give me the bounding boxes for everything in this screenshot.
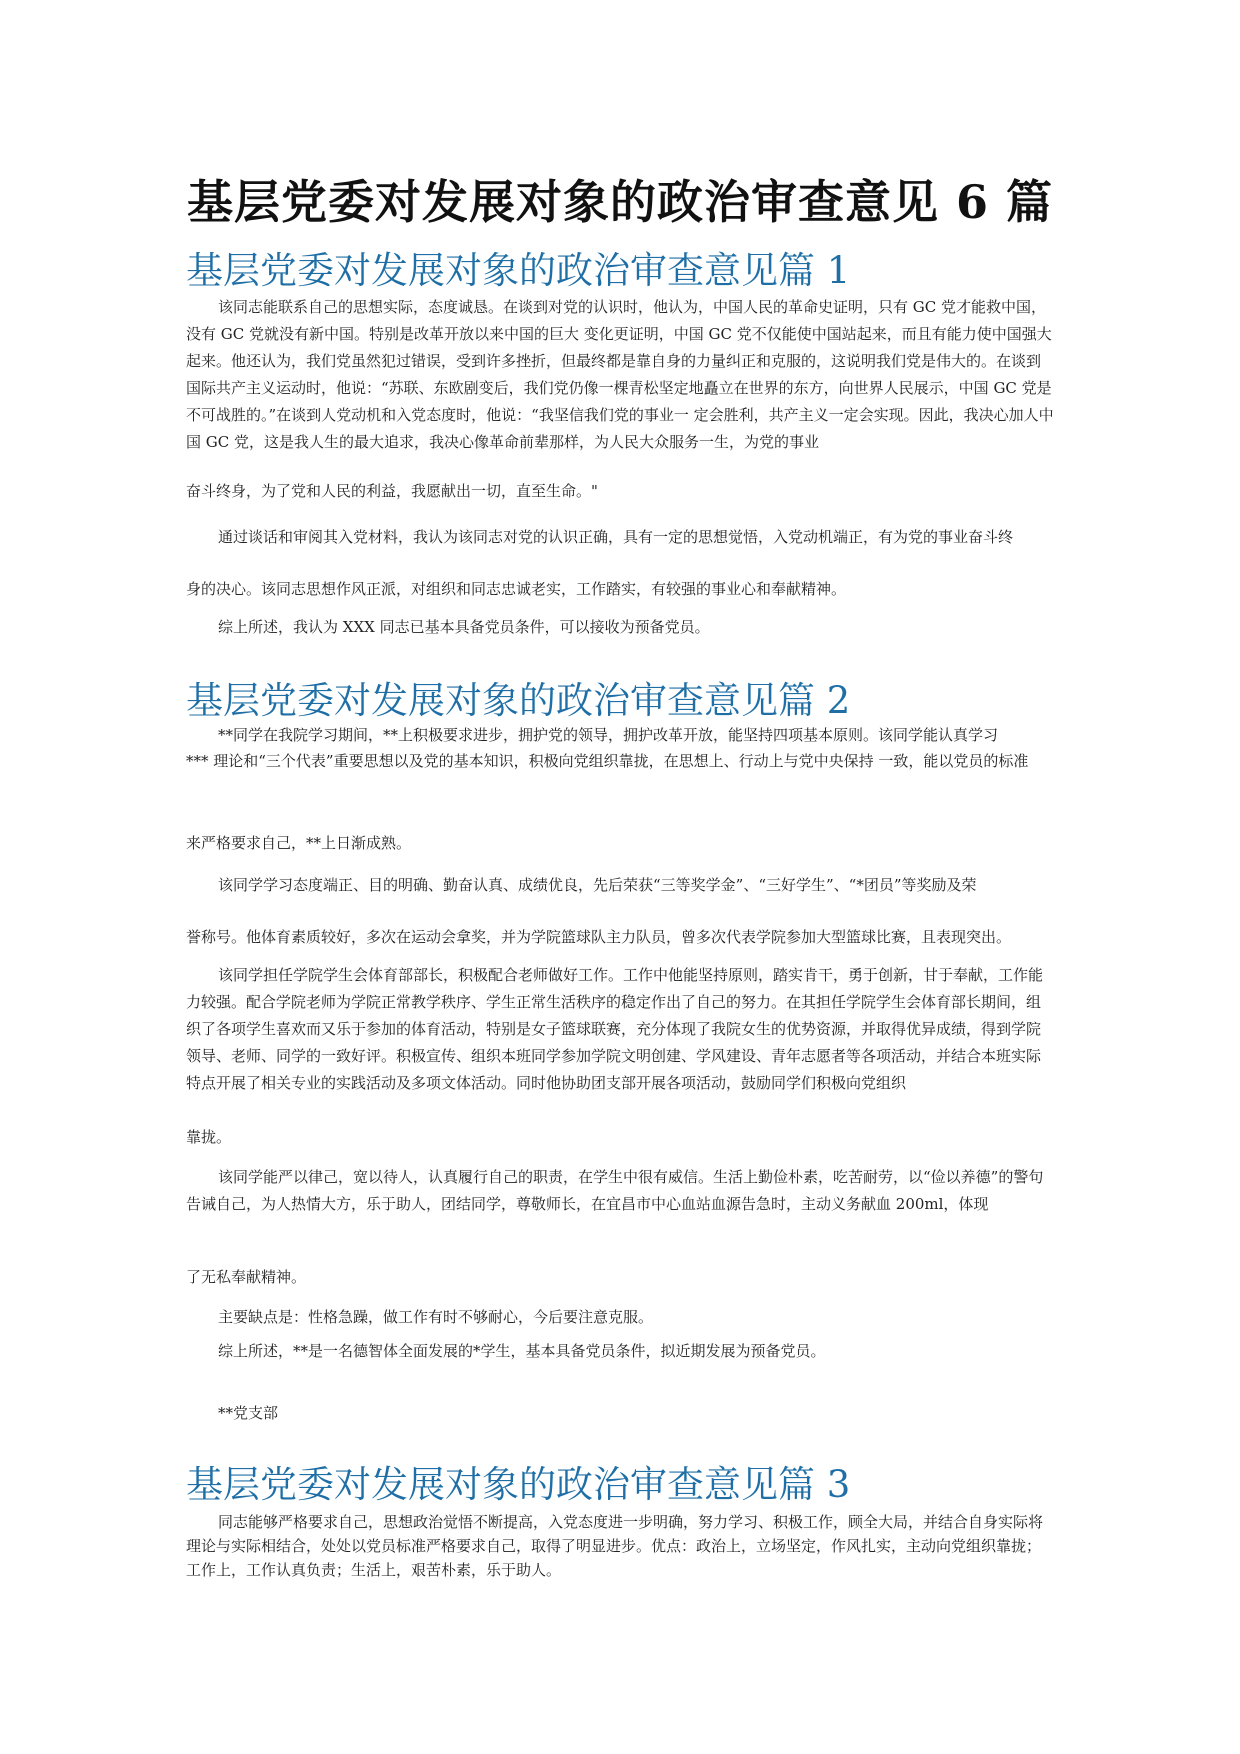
section-2-signature: **党支部 bbox=[218, 1404, 279, 1422]
section-3-paragraph-1: 同志能够严格要求自己，思想政治觉悟不断提高，入党态度进一步明确，努力学习、积极工作，顾全大局，并结合自身实际将理论与实际相结合，处处以党员标准严格要求自己，取得了明显进步。优点：政治上，立场坚定，作风扎实，主动向党组织靠拢；工作上，工作认真负责；生活上，艰苦朴素，乐于助人。 bbox=[186, 1513, 1044, 1579]
section-1-paragraph-3: 通过谈话和审阅其入党材料，我认为该同志对党的认识正确，具有一定的思想觉悟，入党动机端正，有为党的事业奋斗终 bbox=[218, 528, 1014, 546]
section-2-paragraph-8: 该同学能严以律己，宽以待人，认真履行自己的职责，在学生中很有威信。生活上勤俭朴素，吃苦耐劳，以“俭以养德”的警句告诫自己，为人热情大方，乐于助人，团结同学，尊敬师长，在宜昌市中心血站血源告急时，主动义务献血 200ml，体现 bbox=[186, 1168, 1044, 1213]
section-2-heading: 基层党委对发展对象的政治审查意见篇 2 bbox=[186, 679, 851, 722]
section-1-paragraph-5: 综上所述，我认为 XXX 同志已基本具备党员条件，可以接收为预备党员。 bbox=[218, 618, 710, 636]
section-3-heading: 基层党委对发展对象的政治审查意见篇 3 bbox=[186, 1463, 851, 1506]
section-2-paragraph-9: 了无私奉献精神。 bbox=[186, 1268, 307, 1286]
section-2-paragraph-4: 该同学学习态度端正、目的明确、勤奋认真、成绩优良，先后荣获“三等奖学金”、“三好学生”、“*团员”等奖励及荣 bbox=[218, 876, 977, 894]
section-1-paragraph-4: 身的决心。该同志思想作风正派，对组织和同志忠诚老实，工作踏实，有较强的事业心和奉献精神。 bbox=[186, 580, 847, 598]
document-title: 基层党委对发展对象的政治审查意见 6 篇 bbox=[186, 175, 1054, 229]
section-2-paragraph-1: **同学在我院学习期间，**上积极要求进步，拥护党的领导，拥护改革开放，能坚持四项基本原则。该同学能认真学习 bbox=[218, 726, 999, 744]
section-2-paragraph-5: 誉称号。他体育素质较好，多次在运动会拿奖，并为学院篮球队主力队员，曾多次代表学院参加大型篮球比赛，且表现突出。 bbox=[186, 928, 1012, 946]
section-2-paragraph-6: 该同学担任学院学生会体育部部长，积极配合老师做好工作。工作中他能坚持原则，踏实肯干，勇于创新，甘于奉献，工作能力较强。配合学院老师为学院正常教学秩序、学生正常生活秩序的稳定作出了自己的努力。在其担任学院学生会体育部长期间，组织了各项学生喜欢而又乐于参加的体育活动，特别是女子篮球联赛，充分体现了我院女生的优势资源，并取得优异成绩，得到学院领导、老师、同学的一致好评。积极宣传、组织本班同学参加学院文明创建、学风建设、青年志愿者等各项活动，并结合本班实际特点开展了相关专业的实践活动及多项文体活动。同时他协助团支部开展各项活动，鼓励同学们积极向党组织 bbox=[186, 966, 1044, 1092]
section-1-paragraph-2: 奋斗终身，为了党和人民的利益，我愿献出一切，直至生命。" bbox=[186, 482, 598, 500]
section-2-paragraph-3: 来严格要求自己，**上日渐成熟。 bbox=[186, 834, 412, 852]
section-1-heading: 基层党委对发展对象的政治审查意见篇 1 bbox=[186, 249, 851, 292]
section-2-paragraph-11: 综上所述，**是一名德智体全面发展的*学生，基本具备党员条件，拟近期发展为预备党员。 bbox=[218, 1342, 826, 1360]
section-2-paragraph-10: 主要缺点是：性格急躁，做工作有时不够耐心，今后要注意克服。 bbox=[218, 1308, 654, 1326]
section-2-paragraph-7: 靠拢。 bbox=[186, 1128, 232, 1146]
section-1-paragraph-1: 该同志能联系自己的思想实际，态度诚恳。在谈到对党的认识时，他认为，中国人民的革命史证明，只有 GC 党才能救中国，没有 GC 党就没有新中国。特别是改革开放以来中国的巨大 变化更证明，中国 GC 党不仅能使中国站起来，而且有能力使中国强大起来。他还认为，我们党虽然犯过错误，受到许多挫折，但最终都是靠自身的力量纠正和克服的，这说明我们党是伟大的。在谈到国际共产主义运动时，他说：“苏联、东欧剧变后，我们党仍像一棵青松坚定地矗立在世界的东方，向世界人民展示，中国 GC 党是不可战胜的。”在谈到人党动机和入党态度时，他说：“我坚信我们党的事业一 定会胜利，共产主义一定会实现。因此，我决心加人中国 GC 党，这是我人生的最大追求，我决心像革命前辈那样，为人民大众服务一生，为党的事业 bbox=[186, 298, 1054, 451]
section-2-paragraph-2: *** 理论和“三个代表”重要思想以及党的基本知识，积极向党组织靠拢，在思想上、行动上与党中央保持 一致，能以党员的标准 bbox=[186, 752, 1029, 770]
